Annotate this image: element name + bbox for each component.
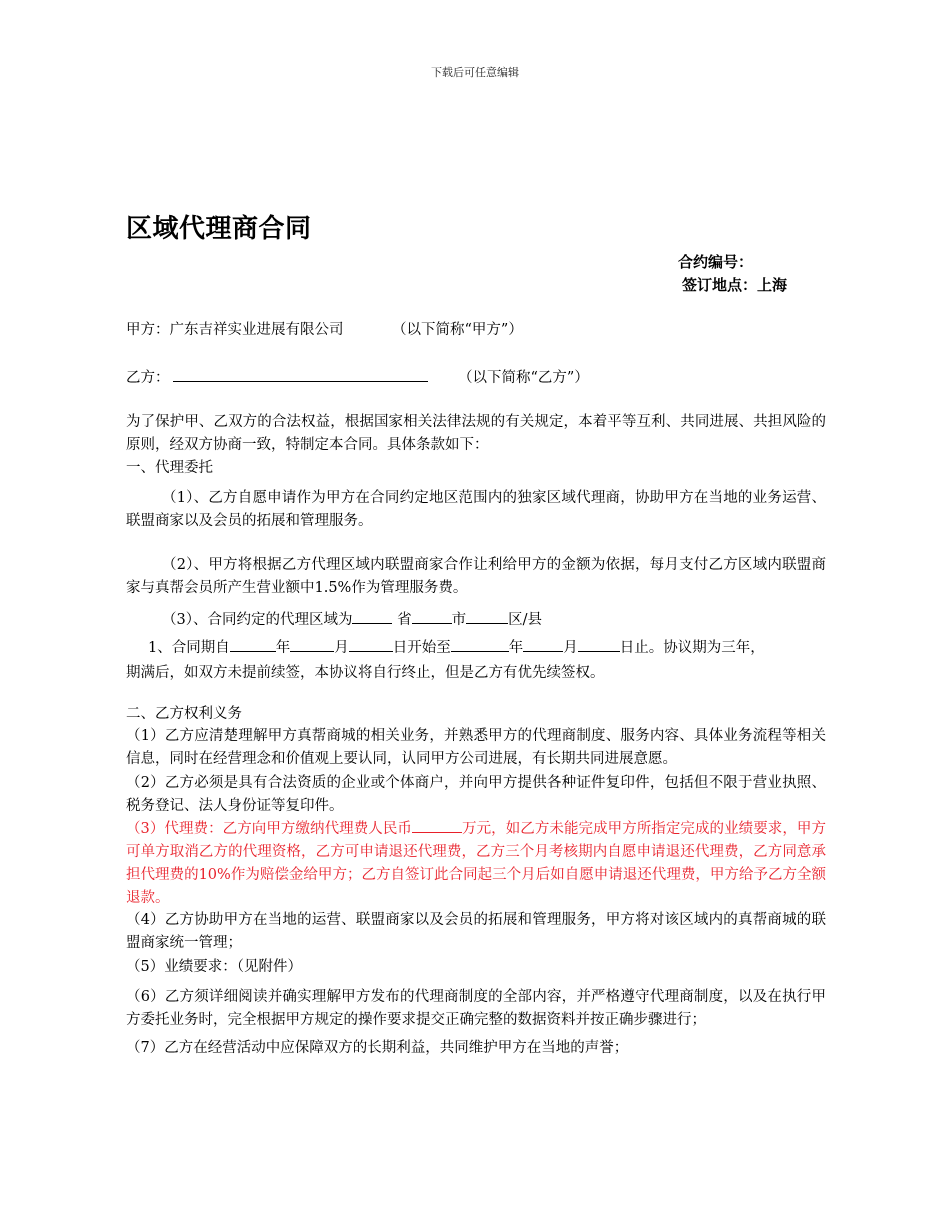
start-to-label: 日开始至 [392,640,451,656]
fee-amount-blank[interactable] [412,818,462,833]
fee-text-a: （3）代理费：乙方向甲方缴纳代理费人民币 [126,821,412,837]
section2-item3-fee [126,818,826,910]
term-from-label: 1、合同期自 [148,640,230,656]
intro-paragraph: 为了保护甲、乙双方的合法权益，根据国家相关法律法规的有关规定，本着平等互利、共同进展、共担风险的原则，经双方协商一致，特制定本合同。具体条款如下： [126,414,826,453]
section1-item1: （1）、乙方自愿申请作为甲方在合同约定地区范围内的独家区域代理商，协助甲方在当地的业务运营、联盟商家以及会员的拓展和管理服务。 [126,490,826,529]
city-blank[interactable] [412,609,452,624]
section1-title: 一、代理委托 [126,460,213,476]
section2-item4: （4）乙方协助甲方在当地的运营、联盟商家以及会员的拓展和管理服务，甲方将对该区域内的真帮商城的联盟商家统一管理； [126,912,826,951]
fee-text-b: 万元，如乙方未能完成甲方所指定完成的业绩要求，甲方可单方取消乙方的代理资格，乙方可申请退还代理费，乙方三个月考核期内自愿申请退还代理费，乙方同意承担代理费的10%作为赔偿金给甲方；乙方自签订此合同起三个月后如自愿申请退还代理费，甲方给予乙方全额退款。 [126,821,826,906]
start-year-blank[interactable] [230,637,276,652]
district-blank[interactable] [466,609,508,624]
party-a: 甲方：广东吉祥实业进展有限公司 [126,322,344,338]
start-month-blank[interactable] [290,637,334,652]
party-b-alias: （以下简称“乙方”） [458,370,589,386]
section1-item3 [162,609,542,632]
end-month-blank[interactable] [523,637,563,652]
province-label: 省 [397,612,412,628]
contract-title: 区域代理商合同 [126,214,312,244]
party-b-label: 乙方： [126,370,170,386]
year-label-1: 年 [275,640,291,656]
party-b-blank[interactable] [173,381,428,382]
month-label-2: 月 [563,640,578,656]
month-label-1: 月 [334,640,349,656]
start-day-blank[interactable] [349,637,393,652]
contract-term-line2: 期满后，如双方未提前续签，本协议将自行终止，但是乙方有优先续签权。 [126,665,605,681]
section2-item7: （7）乙方在经营活动中应保障双方的长期利益，共同维护甲方在当地的声誉； [126,1040,629,1056]
city-label: 市 [451,612,467,628]
year-label-2: 年 [508,640,524,656]
term-end-label: 日止。协议期为三年， [619,640,765,656]
area-label: （3）、合同约定的代理区域为 [162,612,353,628]
party-a-alias: （以下简称“甲方”） [392,322,523,338]
section1-item2: （2）、甲方将根据乙方代理区域内联盟商家合作让利给甲方的金额为依据，每月支付乙方区域内联盟商家与真帮会员所产生营业额中1.5%作为管理服务费。 [126,557,826,596]
province-blank[interactable] [352,609,392,624]
end-day-blank[interactable] [578,637,620,652]
contract-number-label: 合约编号： [678,253,754,271]
end-year-blank[interactable] [451,637,509,652]
sign-place: 签订地点：上海 [682,276,788,294]
section2-item1: （1）乙方应清楚理解甲方真帮商城的相关业务，并熟悉甲方的代理商制度、服务内容、具体业务流程等相关信息，同时在经营理念和价值观上要认同，认同甲方公司进展，有长期共同进展意愿。 [126,728,826,767]
section2-item6: （6）乙方须详细阅读并确实理解甲方发布的代理商制度的全部内容，并严格遵守代理商制度，以及在执行甲方委托业务时，完全根据甲方规定的操作要求提交正确完整的数据资料并按正确步骤进行； [126,989,826,1028]
section2-title: 二、乙方权利义务 [126,706,242,722]
header-note: 下载后可任意编辑 [431,66,519,79]
section2-item2: （2）乙方必须是具有合法资质的企业或个体商户，并向甲方提供各种证件复印件，包括但不限于营业执照、税务登记、法人身份证等复印件。 [126,775,826,814]
district-label: 区/县 [508,612,542,628]
section2-item5: （5）业绩要求：（见附件） [126,959,302,975]
contract-term-line1 [148,637,765,660]
